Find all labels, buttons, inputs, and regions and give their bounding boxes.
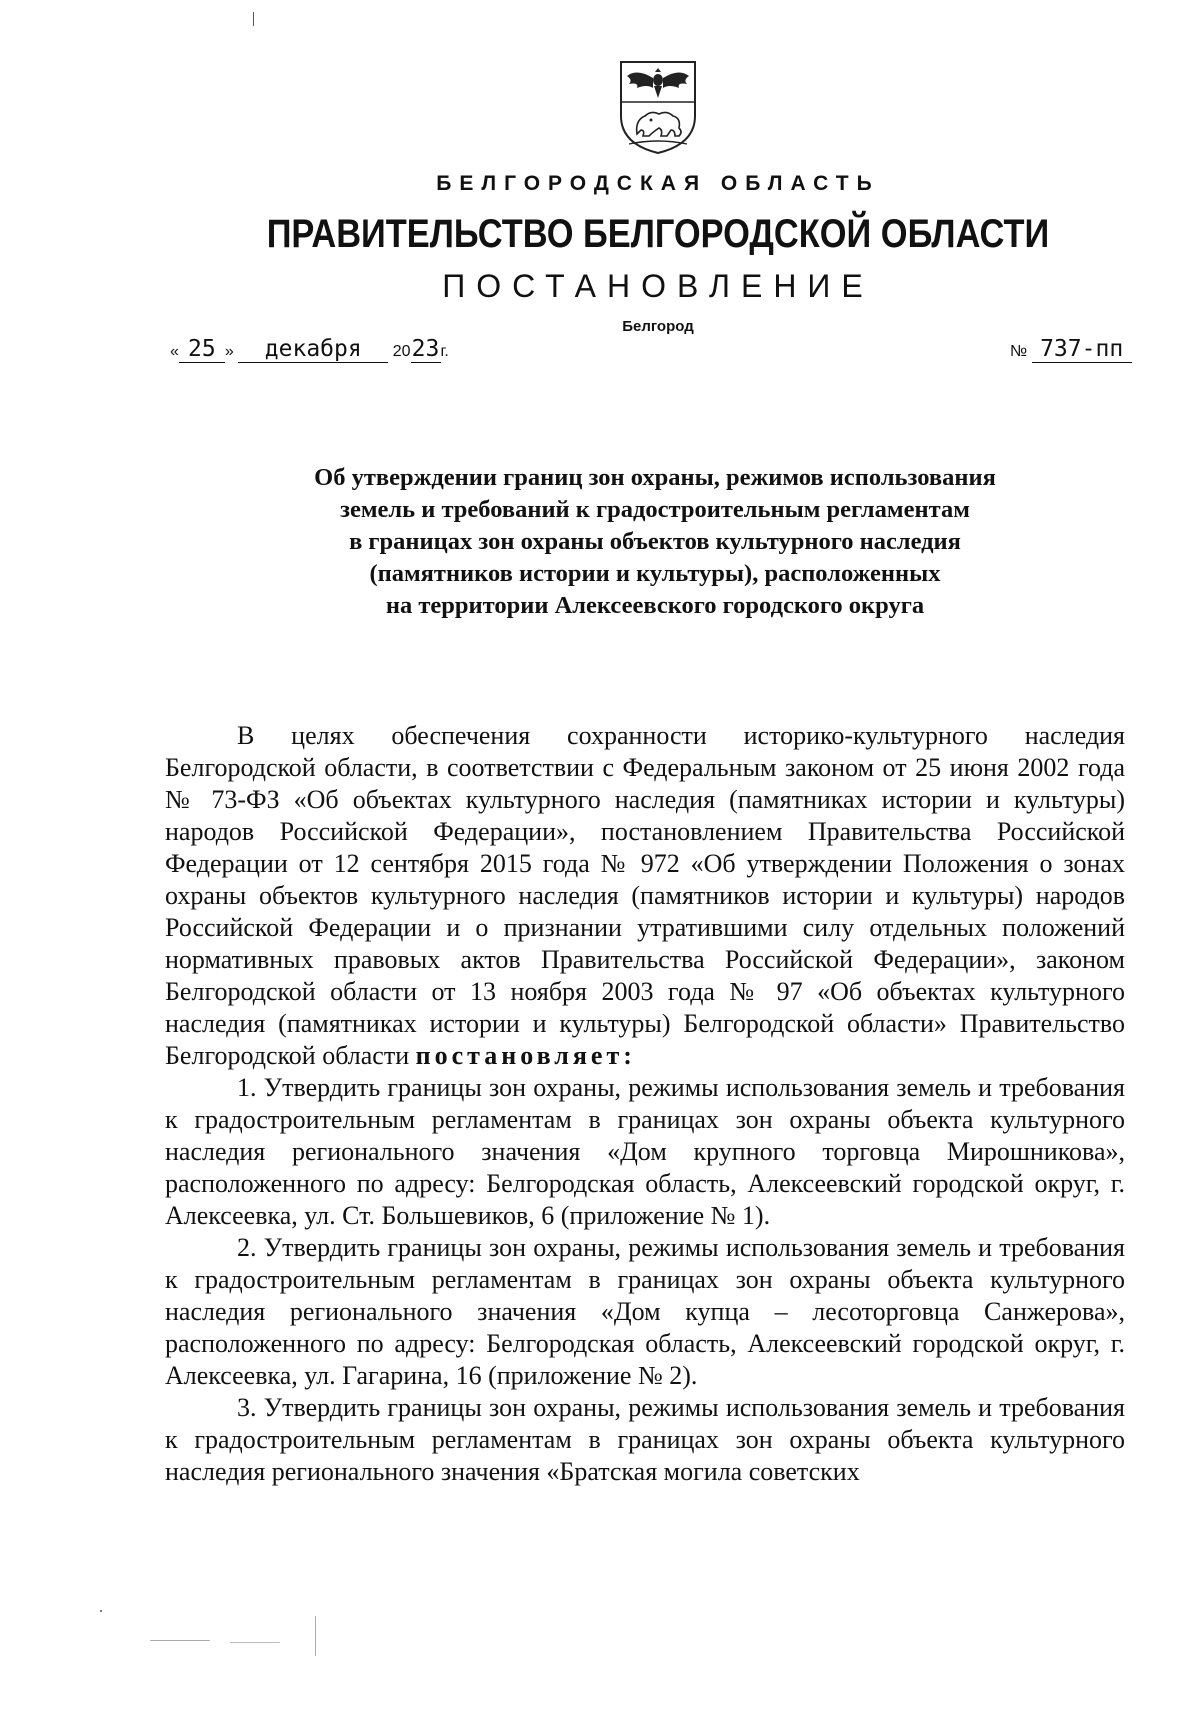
document-date — [170, 336, 449, 363]
date-month-field — [238, 336, 388, 363]
document-body — [165, 720, 1125, 1488]
document-title — [160, 462, 1150, 622]
date-day: 25 — [188, 336, 216, 362]
title-line: в границах зон охраны объектов культурного наследия — [349, 528, 961, 555]
date-century: 20 — [392, 343, 411, 360]
resolves-word: постановляет: — [415, 1041, 636, 1070]
number-field — [1032, 336, 1132, 363]
decree-item-1: 1. Утвердить границы зон охраны, режимы использования земель и требования к градостроительным регламентам в границах зон охраны объекта культурного наследия регионального значения «Дом крупного торговца Мирошникова», расположенного по адресу: Белгородская область, Алексеевский городской округ, г. Алексеевка, ул. Ст. Большевиков, 6 (приложение № 1). — [165, 1073, 1125, 1230]
preamble-paragraph — [165, 720, 1125, 1072]
region-heading: БЕЛГОРОДСКАЯ ОБЛАСТЬ — [436, 172, 880, 195]
date-year: 23 — [411, 336, 440, 362]
preamble-text: В целях обеспечения сохранности историко-культурного наследия Белгородской области, в соответствии с Федеральным законом от 25 июня 2002 года № 73-ФЗ «Об объектах культурного наследия (памятниках истории и культуры) народов Российской Федерации», постановлением Правительства Российской Федерации от 12 сентября 2015 года № 972 «Об утверждении Положения о зонах охраны объектов культурного наследия (памятников истории и культуры) народов Российской Федерации и о признании утратившими силу отдельных положений нормативных правовых актов Правительства Российской Федерации», законом Белгородской области от 13 ноября 2003 года № 97 «Об объектах культурного наследия (памятниках истории и культуры) Белгородской области» Правительство Белгородской области — [165, 721, 1125, 1070]
number-value: 737-пп — [1040, 336, 1124, 362]
date-month: декабря — [264, 336, 362, 362]
city-label: Белгород — [622, 318, 694, 335]
scan-artifact — [150, 1640, 210, 1641]
date-year-field — [411, 336, 441, 363]
date-year-suffix: г. — [440, 343, 449, 360]
document-number — [1010, 336, 1132, 363]
title-line: (памятников истории и культуры), расположенных — [369, 560, 941, 587]
scan-artifact — [100, 1610, 102, 1612]
belgorod-coat-of-arms-icon — [615, 58, 701, 156]
scan-artifact — [315, 1616, 316, 1656]
number-prefix: № — [1010, 343, 1028, 360]
scan-artifact — [230, 1642, 280, 1643]
title-line: на территории Алексеевского городского округа — [385, 592, 925, 619]
title-line: Об утверждении границ зон охраны, режимов использования — [314, 464, 996, 491]
decree-item-3: 3. Утвердить границы зон охраны, режимы использования земель и требования к градостроительным регламентам в границах зон охраны объекта культурного наследия регионального значения «Братская могила советских — [165, 1393, 1125, 1486]
document-type-heading: ПОСТАНОВЛЕНИЕ — [442, 268, 874, 304]
decree-item-2: 2. Утвердить границы зон охраны, режимы использования земель и требования к градостроительным регламентам в границах зон охраны объекта культурного наследия регионального значения «Дом купца – лесоторговца Санжерова», расположенного по адресу: Белгородская область, Алексеевский городской округ, г. Алексеевка, ул. Гагарина, 16 (приложение № 2). — [165, 1233, 1125, 1390]
date-day-field — [179, 336, 225, 363]
government-heading: ПРАВИТЕЛЬСТВО БЕЛГОРОДСКОЙ ОБЛАСТИ — [266, 212, 1050, 256]
date-open-quote: « — [170, 343, 179, 360]
title-line: земель и требований к градостроительным регламентам — [340, 496, 970, 523]
date-close-quote: » — [224, 343, 234, 360]
scan-artifact — [253, 12, 254, 26]
